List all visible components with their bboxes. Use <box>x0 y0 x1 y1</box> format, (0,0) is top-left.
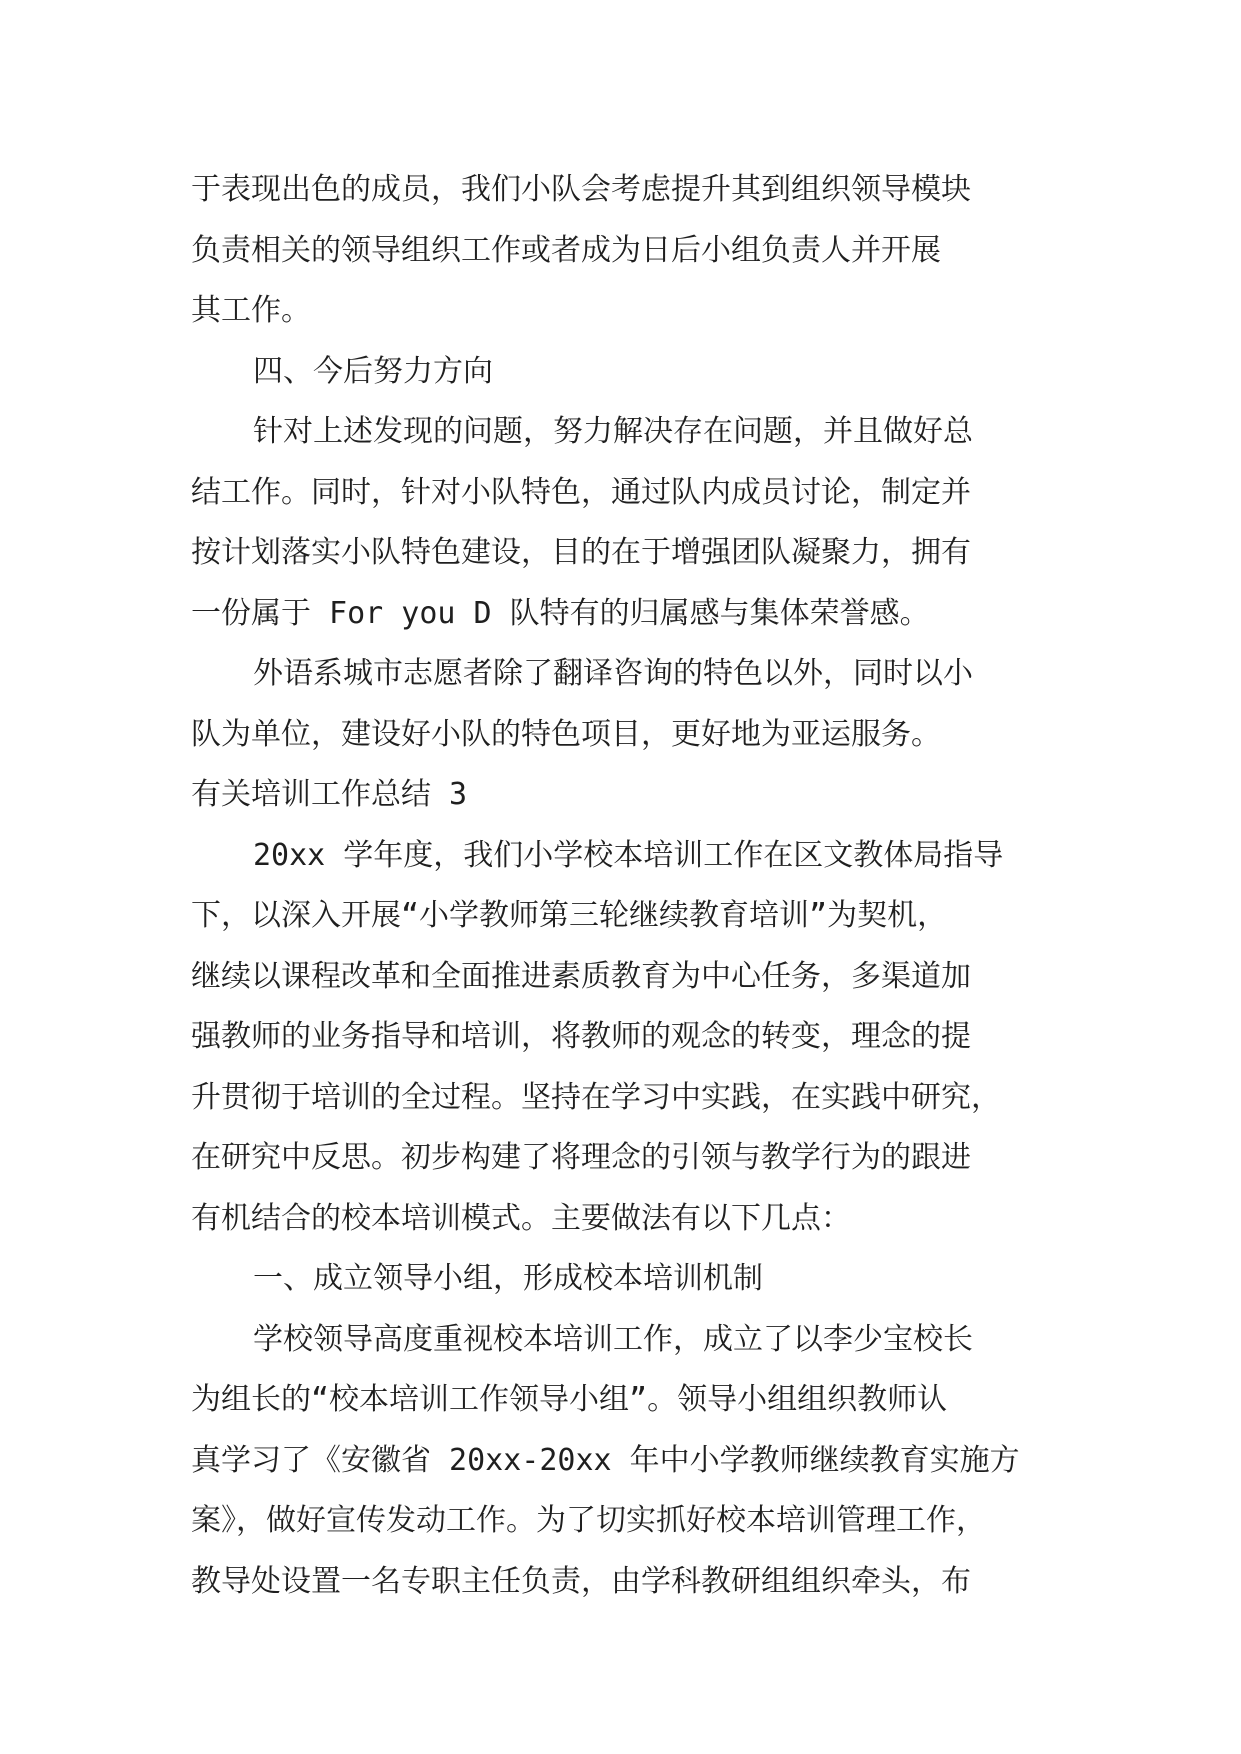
text-line: 强教师的业务指导和培训，将教师的观念的转变，理念的提 <box>191 1019 971 1054</box>
text-line: 20xx 学年度，我们小学校本培训工作在区文教体局指导 <box>253 837 1004 873</box>
text-line: 继续以课程改革和全面推进素质教育为中心任务，多渠道加 <box>191 958 971 994</box>
text-line: 案》，做好宣传发动工作。为了切实抓好校本培训管理工作， <box>191 1503 986 1538</box>
text-line: 一份属于 For you D 队特有的归属感与集体荣誉感。 <box>191 595 930 631</box>
text-line: 在研究中反思。初步构建了将理念的引领与教学行为的跟进 <box>191 1140 971 1175</box>
text-line: 针对上述发现的问题，努力解决存在问题，并且做好总 <box>253 414 973 449</box>
text-line: 教导处设置一名专职主任负责，由学科教研组组织牵头，布 <box>191 1563 971 1599</box>
text-line: 其工作。 <box>191 293 311 328</box>
text-line: 于表现出色的成员，我们小队会考虑提升其到组织领导模块 <box>191 172 971 207</box>
text-line: 外语系城市志愿者除了翻译咨询的特色以外，同时以小 <box>253 656 973 691</box>
section-heading: 四、今后努力方向 <box>253 353 493 389</box>
text-line: 有机结合的校本培训模式。主要做法有以下几点： <box>191 1200 851 1236</box>
document-title: 有关培训工作总结 3 <box>191 777 468 812</box>
text-line: 结工作。同时，针对小队特色，通过队内成员讨论，制定并 <box>191 474 971 510</box>
section-heading: 一、成立领导小组，形成校本培训机制 <box>253 1261 763 1296</box>
text-line: 负责相关的领导组织工作或者成为日后小组负责人并开展 <box>191 232 941 268</box>
text-line: 队为单位，建设好小队的特色项目，更好地为亚运服务。 <box>191 716 941 752</box>
text-line: 按计划落实小队特色建设，目的在于增强团队凝聚力，拥有 <box>191 535 971 570</box>
text-line: 真学习了《安徽省 20xx-20xx 年中小学教师继续教育实施方 <box>191 1442 1020 1478</box>
text-line: 下，以深入开展“小学教师第三轮继续教育培训”为契机， <box>191 898 948 933</box>
document-body <box>191 160 1051 1612</box>
text-line: 学校领导高度重视校本培训工作，成立了以李少宝校长 <box>253 1321 973 1357</box>
text-line: 为组长的“校本培训工作领导小组”。领导小组组织教师认 <box>191 1382 948 1417</box>
text-line: 升贯彻于培训的全过程。坚持在学习中实践，在实践中研究， <box>191 1079 1001 1115</box>
